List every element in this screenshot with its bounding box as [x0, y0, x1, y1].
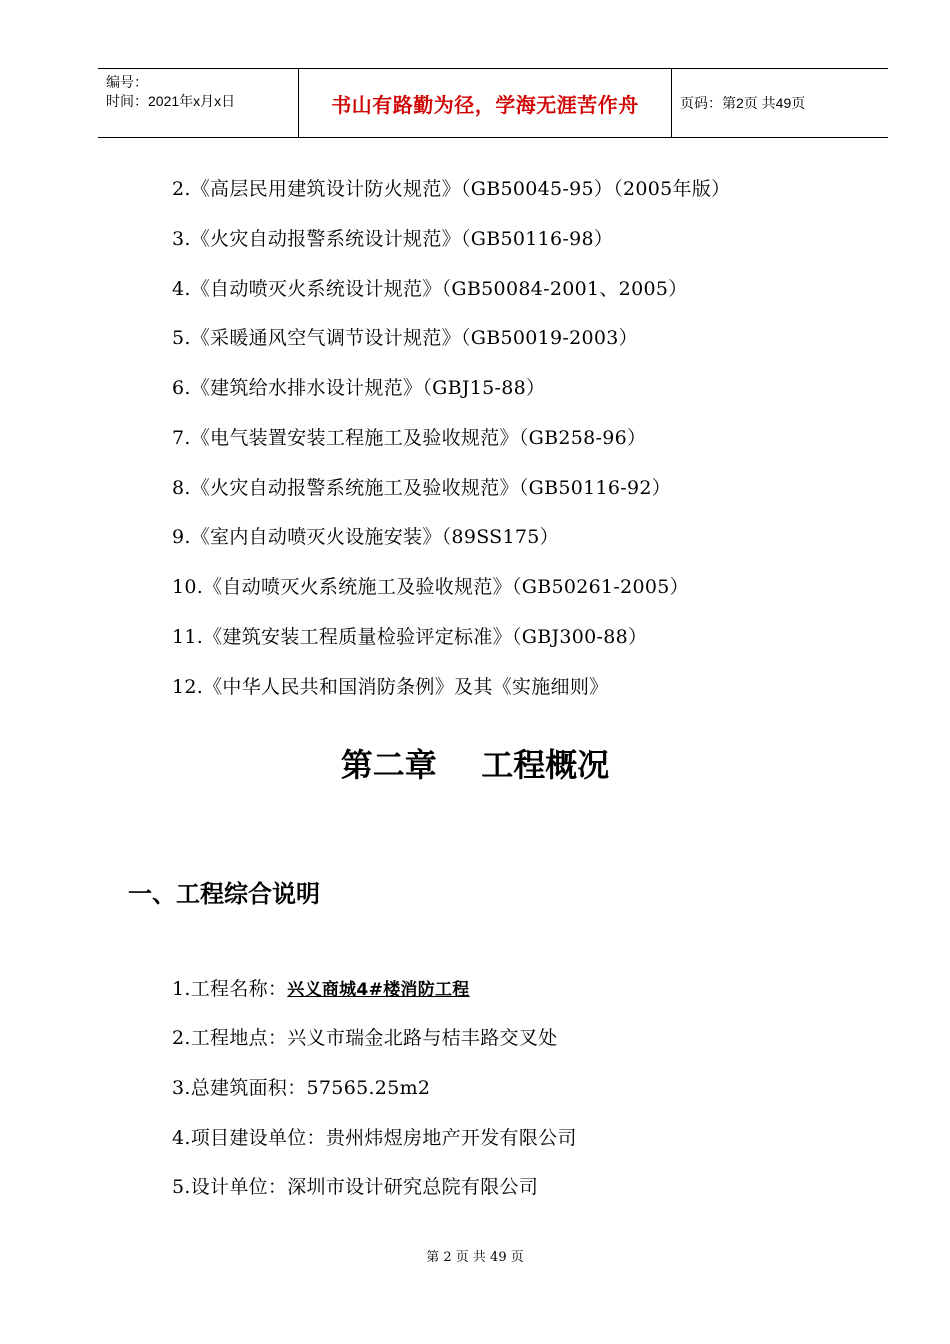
project-name-label: 1.工程名称：	[172, 978, 288, 1000]
header-motto: 书山有路勤为径，学海无涯苦作舟	[331, 92, 639, 117]
project-owner: 4.项目建设单位：贵州炜煜房地产开发有限公司	[172, 1127, 577, 1149]
reference-item: 4.《自动喷灭火系统设计规范》（GB50084-2001、2005）	[172, 278, 688, 300]
header-page-info: 页码：第2页 共49页	[680, 95, 806, 111]
reference-item: 6.《建筑给水排水设计规范》（GBJ15-88）	[172, 377, 546, 399]
reference-item: 9.《室内自动喷灭火设施安装》（89SS175）	[172, 526, 559, 548]
project-designer: 5.设计单位：深圳市设计研究总院有限公司	[172, 1176, 539, 1198]
page-footer: 第 2 页 共 49 页	[426, 1250, 524, 1265]
header-motto-cell	[299, 69, 672, 137]
project-location: 2.工程地点：兴义市瑞金北路与桔丰路交叉处	[172, 1027, 558, 1049]
document-number-label: 编号：	[106, 74, 148, 90]
header-meta-cell	[98, 69, 299, 137]
reference-item: 10.《自动喷灭火系统施工及验收规范》（GB50261-2005）	[172, 576, 689, 598]
chapter-title	[0, 740, 950, 786]
project-name-row	[172, 974, 470, 1001]
reference-item: 5.《采暖通风空气调节设计规范》（GB50019-2003）	[172, 327, 638, 349]
header-page-cell	[672, 69, 888, 137]
reference-item: 12.《中华人民共和国消防条例》及其《实施细则》	[172, 676, 609, 698]
reference-item: 2.《高层民用建筑设计防火规范》（GB50045-95）（2005年版）	[172, 178, 731, 200]
project-name-value: 兴义商城4#楼消防工程	[287, 980, 470, 1000]
section-title: 一、工程综合说明	[128, 880, 320, 908]
reference-item: 3.《火灾自动报警系统设计规范》（GB50116-98）	[172, 228, 614, 250]
project-area: 3.总建筑面积：57565.25m2	[172, 1077, 431, 1099]
document-header	[98, 68, 888, 138]
reference-item: 7.《电气装置安装工程施工及验收规范》（GB258-96）	[172, 427, 647, 449]
document-time-label: 时间：2021年x月x日	[106, 93, 236, 109]
reference-item: 11.《建筑安装工程质量检验评定标准》（GBJ300-88）	[172, 626, 648, 648]
reference-item: 8.《火灾自动报警系统施工及验收规范》（GB50116-92）	[172, 477, 672, 499]
chapter-title-text: 第二章 工程概况	[340, 746, 610, 784]
